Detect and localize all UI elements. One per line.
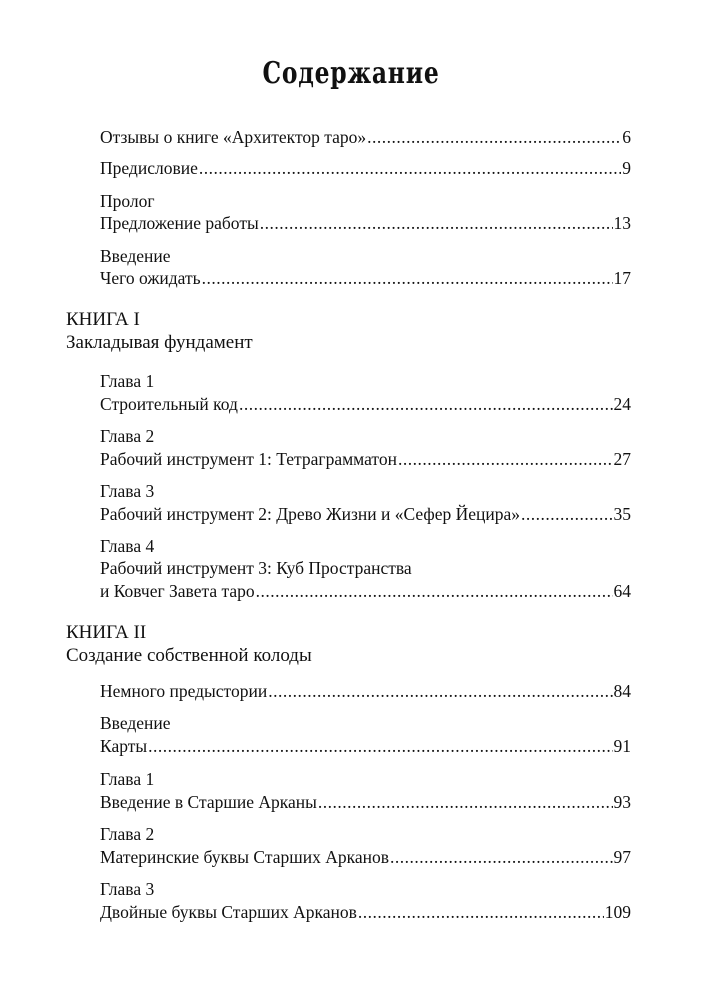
toc-entry-page: 64 [613,581,631,601]
toc-entry-title: Двойные буквы Старших Арканов [100,902,357,922]
toc-entry-preface[interactable] [100,157,631,179]
chapter-label: Введение [100,713,171,733]
chapter-label: Глава 4 [100,536,155,556]
toc-entry-chapter[interactable] [100,393,631,415]
chapter-label: Глава 2 [100,426,155,446]
page-title: Содержание [262,56,440,91]
dot-leader [239,393,613,415]
toc-entry-chapter[interactable] [100,846,631,868]
toc-entry-title: Чего ожидать [100,268,201,288]
toc-entry-chapter[interactable] [100,503,631,525]
toc-entry-chapter[interactable] [100,901,631,923]
toc-entry-page: 84 [613,681,631,701]
dot-leader [199,157,621,179]
toc-entry-page: 35 [613,504,631,524]
toc-entry-page: 24 [613,394,631,414]
toc-entry-chapter[interactable] [100,448,631,470]
book-heading: КНИГА II [66,622,147,643]
toc-entry-prologue[interactable] [100,212,631,234]
toc-entry-title: Рабочий инструмент 2: Древо Жизни и «Сефер Йецира» [100,504,520,524]
toc-entry-page: 91 [613,736,631,756]
toc-entry-title-line1: Рабочий инструмент 3: Куб Пространства [100,558,412,578]
dot-leader [260,212,613,234]
dot-leader [390,846,613,868]
toc-entry-page: 97 [613,847,631,867]
chapter-label: Глава 2 [100,824,155,844]
toc-entry-page: 27 [613,449,631,469]
toc-entry-chapter[interactable] [100,735,631,757]
toc-entry-title: Рабочий инструмент 1: Тетраграмматон [100,449,397,469]
toc-entry-page: 17 [613,268,631,288]
dot-leader [256,580,613,602]
toc-entry-chapter[interactable] [100,580,631,602]
toc-entry-reviews[interactable] [100,126,631,148]
toc-entry-title: Строительный код [100,394,238,414]
toc-entry-label: Пролог [100,191,155,211]
toc-entry-chapter[interactable] [100,791,631,813]
dot-leader [318,791,613,813]
toc-entry-chapter[interactable] [100,680,631,702]
toc-entry-title: Немного предыстории [100,681,268,701]
book-heading: КНИГА I [66,309,140,330]
toc-entry-page: 6 [622,127,631,147]
dot-leader [148,735,612,757]
book-subtitle: Закладывая фундамент [66,332,253,353]
toc-entry-page: 93 [613,792,631,812]
toc-entry-title: и Ковчег Завета таро [100,581,255,601]
toc-entry-title: Отзывы о книге «Архитектор таро» [100,127,367,147]
toc-entry-title: Предложение работы [100,213,259,233]
toc-entry-title: Карты [100,736,148,756]
toc-entry-page: 13 [613,213,631,233]
chapter-label: Глава 3 [100,879,155,899]
toc-entry-title: Материнские буквы Старших Арканов [100,847,389,867]
toc-entry-label: Введение [100,246,171,266]
book-subtitle: Создание собственной колоды [66,645,312,666]
dot-leader [358,901,604,923]
dot-leader [521,503,613,525]
toc-entry-introduction[interactable] [100,267,631,289]
toc-entry-page: 109 [604,902,631,922]
chapter-label: Глава 1 [100,371,155,391]
toc-entry-page: 9 [622,158,631,178]
dot-leader [268,680,612,702]
toc-entry-title: Предисловие [100,158,198,178]
chapter-label: Глава 3 [100,481,155,501]
dot-leader [398,448,613,470]
chapter-label: Глава 1 [100,769,155,789]
toc-entry-title: Введение в Старшие Арканы [100,792,317,812]
dot-leader [367,126,621,148]
dot-leader [202,267,613,289]
